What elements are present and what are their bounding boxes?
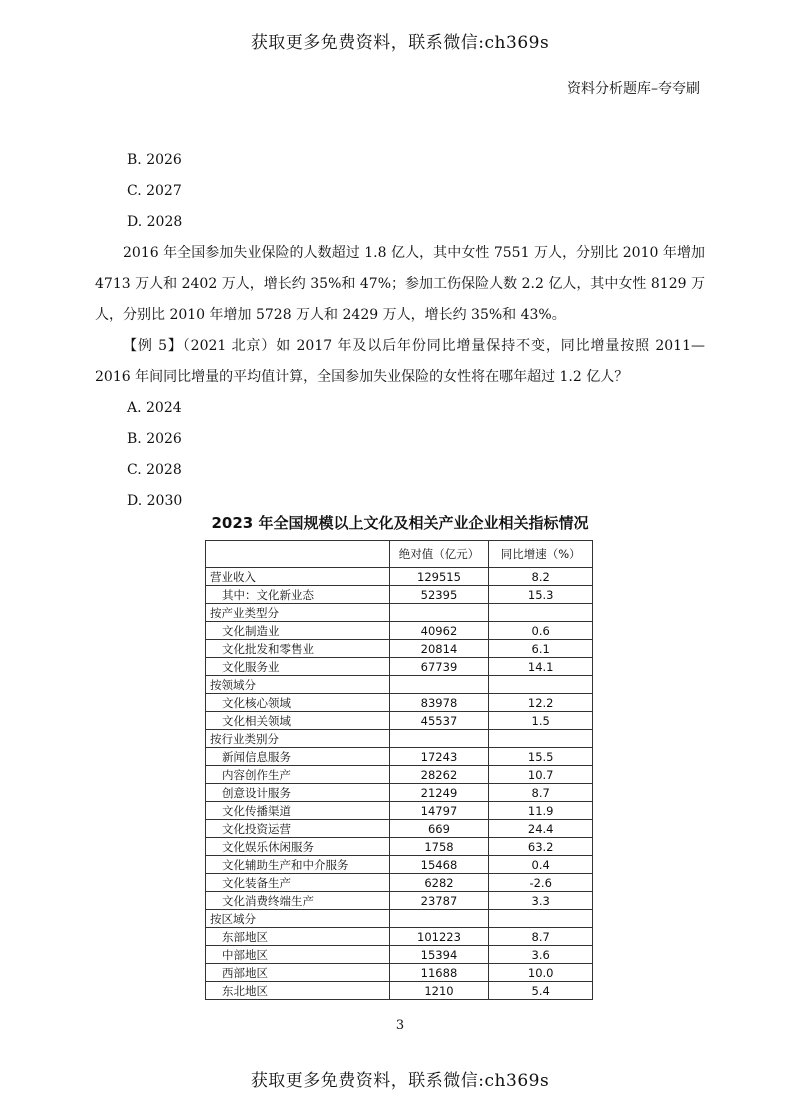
main-content (95, 145, 705, 517)
row-label: 东北地区 (206, 982, 390, 1000)
row-label: 西部地区 (206, 964, 390, 982)
row-growth (489, 730, 593, 748)
row-growth: 8.7 (489, 784, 593, 802)
row-growth: 24.4 (489, 820, 593, 838)
row-growth: 0.4 (489, 856, 593, 874)
table-row (206, 730, 593, 748)
row-value: 15394 (389, 946, 489, 964)
row-value: 15468 (389, 856, 489, 874)
table-row (206, 604, 593, 622)
table-row (206, 676, 593, 694)
row-growth: 10.0 (489, 964, 593, 982)
table-row (206, 748, 593, 766)
row-label: 中部地区 (206, 946, 390, 964)
table-row (206, 640, 593, 658)
row-growth: 3.3 (489, 892, 593, 910)
table-row (206, 622, 593, 640)
row-value: 669 (389, 820, 489, 838)
row-label: 新闻信息服务 (206, 748, 390, 766)
row-growth: 10.7 (489, 766, 593, 784)
row-value: 101223 (389, 928, 489, 946)
row-label: 文化传播渠道 (206, 802, 390, 820)
option-b-prev: B. 2026 (127, 152, 182, 168)
row-label: 内容创作生产 (206, 766, 390, 784)
row-label: 按领域分 (206, 676, 390, 694)
row-value: 14797 (389, 802, 489, 820)
table-row (206, 802, 593, 820)
row-value: 129515 (389, 568, 489, 586)
row-value: 1758 (389, 838, 489, 856)
option-b: B. 2026 (127, 431, 182, 447)
row-growth: 5.4 (489, 982, 593, 1000)
table-row (206, 856, 593, 874)
row-value: 21249 (389, 784, 489, 802)
table-row (206, 964, 593, 982)
row-value: 23787 (389, 892, 489, 910)
row-label: 文化辅助生产和中介服务 (206, 856, 390, 874)
table-row (206, 712, 593, 730)
row-growth: 11.9 (489, 802, 593, 820)
table-row (206, 586, 593, 604)
row-growth: 63.2 (489, 838, 593, 856)
row-label: 文化核心领域 (206, 694, 390, 712)
row-value: 28262 (389, 766, 489, 784)
row-label: 营业收入 (206, 568, 390, 586)
row-label: 创意设计服务 (206, 784, 390, 802)
table-row (206, 784, 593, 802)
table-header-row (206, 541, 593, 568)
row-growth: 1.5 (489, 712, 593, 730)
option-d: D. 2030 (127, 493, 183, 509)
row-label: 文化制造业 (206, 622, 390, 640)
row-label: 文化投资运营 (206, 820, 390, 838)
row-label: 按区域分 (206, 910, 390, 928)
context-paragraph: 2016 年全国参加失业保险的人数超过 1.8 亿人，其中女性 7551 万人，分别比 2010 年增加 4713 万人和 2402 万人，增长约 35%和 47%；参加工伤保险人数 2.2 亿人，其中女性 8129 万人，分别比 2010 年增加 5728 万人和 2429 万人，增长约 35%和 43%。 (95, 245, 705, 323)
row-growth (489, 910, 593, 928)
bottom-banner: 获取更多免费资料，联系微信:ch369s (250, 1071, 550, 1091)
row-growth: 12.2 (489, 694, 593, 712)
row-growth: 14.1 (489, 658, 593, 676)
row-growth (489, 676, 593, 694)
table-row (206, 874, 593, 892)
row-label: 文化娱乐休闲服务 (206, 838, 390, 856)
row-value (389, 676, 489, 694)
table-body (206, 568, 593, 1000)
option-d-prev: D. 2028 (127, 214, 183, 230)
row-label: 文化装备生产 (206, 874, 390, 892)
row-value: 11688 (389, 964, 489, 982)
row-label: 东部地区 (206, 928, 390, 946)
row-value (389, 910, 489, 928)
row-growth: 6.1 (489, 640, 593, 658)
row-value: 52395 (389, 586, 489, 604)
row-growth: 15.3 (489, 586, 593, 604)
row-growth: 0.6 (489, 622, 593, 640)
table-row (206, 766, 593, 784)
question-text: 【例 5】（2021 北京）如 2017 年及以后年份同比增量保持不变，同比增量按照 2011—2016 年间同比增量的平均值计算，全国参加失业保险的女性将在哪年超过 1.2 亿人？ (95, 338, 705, 385)
row-label: 按行业类别分 (206, 730, 390, 748)
row-value: 83978 (389, 694, 489, 712)
table-row (206, 928, 593, 946)
row-value: 17243 (389, 748, 489, 766)
row-label: 按产业类型分 (206, 604, 390, 622)
row-value (389, 730, 489, 748)
row-growth: -2.6 (489, 874, 593, 892)
row-value: 6282 (389, 874, 489, 892)
table-row (206, 892, 593, 910)
row-value: 1210 (389, 982, 489, 1000)
page-number: 3 (395, 1018, 405, 1033)
row-label: 文化消费终端生产 (206, 892, 390, 910)
row-growth: 3.6 (489, 946, 593, 964)
top-banner: 获取更多免费资料，联系微信:ch369s (250, 33, 550, 53)
table-row (206, 946, 593, 964)
row-value: 20814 (389, 640, 489, 658)
row-growth: 15.5 (489, 748, 593, 766)
header-growth-rate: 同比增速（%） (489, 541, 593, 568)
table-row (206, 568, 593, 586)
table-row (206, 838, 593, 856)
row-value: 67739 (389, 658, 489, 676)
option-c-prev: C. 2027 (127, 183, 182, 199)
table-title: 2023 年全国规模以上文化及相关产业企业相关指标情况 (211, 514, 589, 532)
row-value: 40962 (389, 622, 489, 640)
table-row (206, 820, 593, 838)
row-label: 文化服务业 (206, 658, 390, 676)
indicator-table (205, 540, 593, 1000)
row-growth (489, 604, 593, 622)
table-row (206, 910, 593, 928)
row-label: 其中：文化新业态 (206, 586, 390, 604)
table-row (206, 982, 593, 1000)
header-label (206, 541, 390, 568)
row-growth: 8.2 (489, 568, 593, 586)
option-a: A. 2024 (127, 400, 182, 416)
header-absolute-value: 绝对值（亿元） (389, 541, 489, 568)
table-row (206, 658, 593, 676)
row-label: 文化相关领域 (206, 712, 390, 730)
row-label: 文化批发和零售业 (206, 640, 390, 658)
row-value (389, 604, 489, 622)
table-row (206, 694, 593, 712)
running-header: 资料分析题库–夸夸刷 (567, 81, 700, 97)
option-c: C. 2028 (127, 462, 182, 478)
row-growth: 8.7 (489, 928, 593, 946)
row-value: 45537 (389, 712, 489, 730)
